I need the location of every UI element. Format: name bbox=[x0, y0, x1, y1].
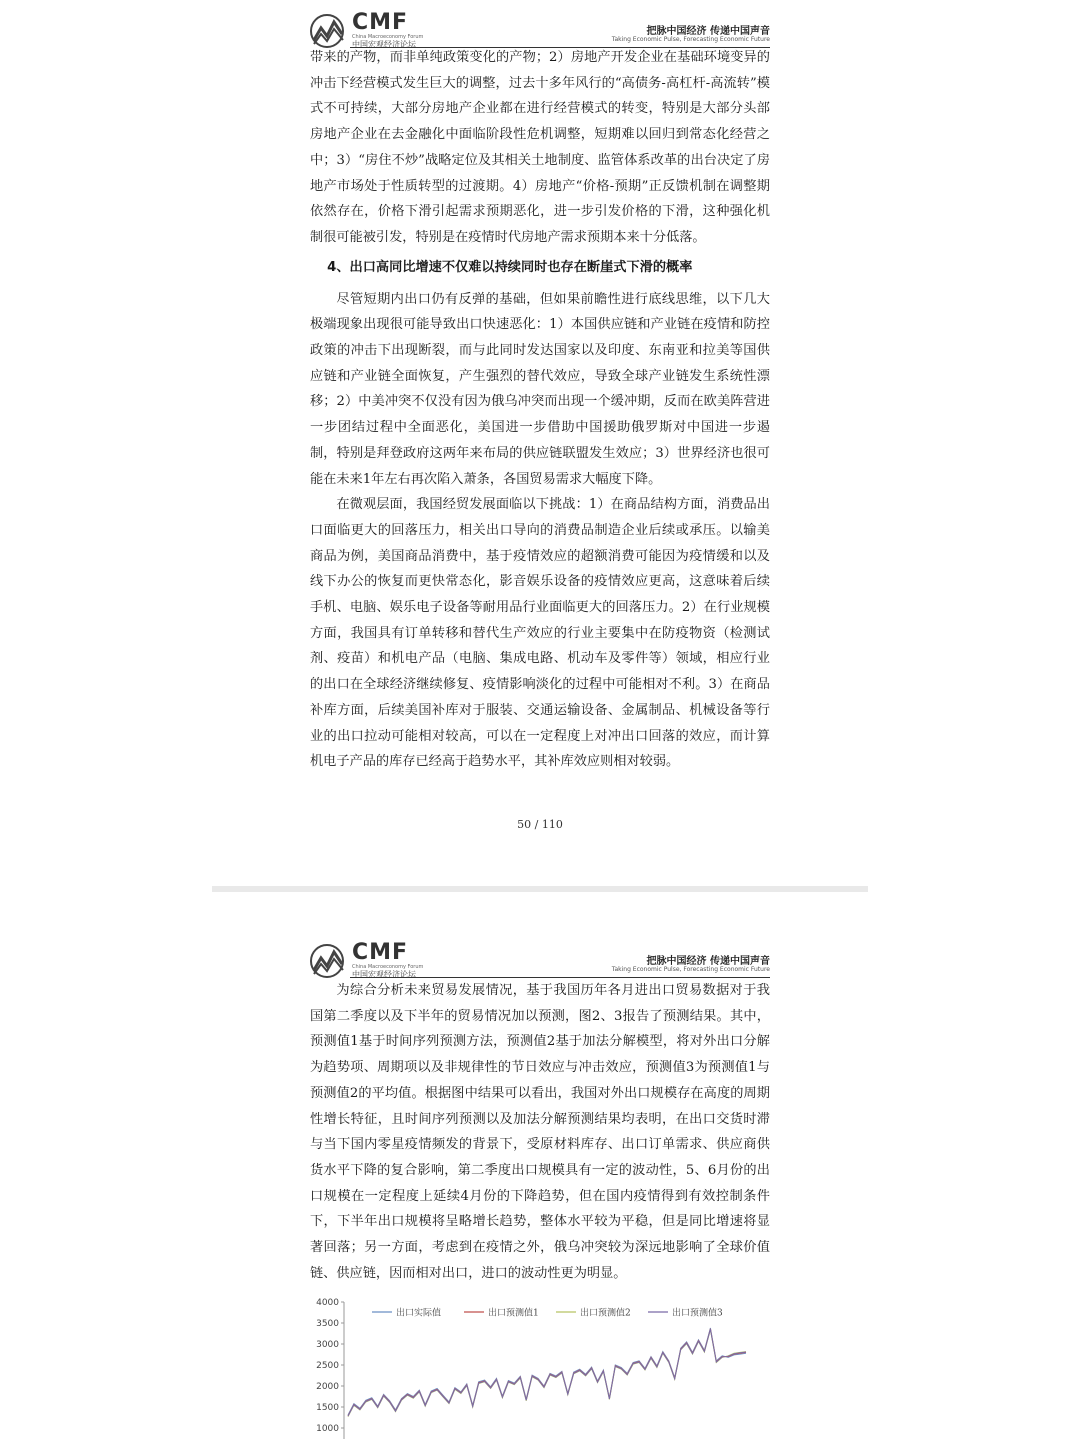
logo-chinese: 中国宏观经济论坛 bbox=[352, 970, 416, 979]
chart-svg bbox=[310, 1296, 770, 1439]
legend-label: 出口预测值3 bbox=[672, 1308, 723, 1319]
header-slogan-en: Taking Economic Pulse, Forecasting Economic Future bbox=[611, 36, 770, 43]
paragraph: 带来的产物，而非单纯政策变化的产物；2）房地产开发企业在基础环境变异的冲击下经营模式发生巨大的调整，过去十多年风行的“高债务-高杠杆-高流转”模式不可持续，大部分房地产企业都在进行经营模式的转变，特别是大部分头部房地产企业在去金融化中面临阶段性危机调整，短期难以回归到常态化经营之中；3）“房住不炒”战略定位及其相关土地制度、监管体系改革的出台决定了房地产市场处于性质转型的过渡期。4）房地产“价格-预期”正反馈机制在调整期依然存在，价格下滑引起需求预期恶化，进一步引发价格的下滑，这种强化机制很可能被引发，特别是在疫情时代房地产需求预期本来十分低落。 bbox=[310, 50, 770, 245]
export-forecast-chart bbox=[310, 1296, 770, 1439]
page-body bbox=[310, 45, 770, 775]
document-page-2 bbox=[212, 900, 868, 1439]
page-body bbox=[310, 978, 770, 1286]
header-slogan-en: Taking Economic Pulse, Forecasting Economic Future bbox=[611, 966, 770, 973]
header-slogan: 把脉中国经济 传递中国声音 bbox=[646, 956, 770, 967]
logo-subtitle: China Macroeconomy Forum bbox=[352, 34, 424, 40]
y-tick-label: 3500 bbox=[316, 1319, 339, 1329]
logo-text: CMF bbox=[352, 10, 409, 35]
page-header bbox=[310, 942, 770, 980]
y-tick-label: 1000 bbox=[316, 1424, 339, 1434]
document-page-1 bbox=[212, 0, 868, 885]
paragraph: 为综合分析未来贸易发展情况，基于我国历年各月进出口贸易数据对于我国第二季度以及下半年的贸易情况加以预测，图2、3报告了预测结果。其中，预测值1基于时间序列预测方法，预测值2基于加法分解模型，将对外出口分解为趋势项、周期项以及非规律性的节日效应与冲击效应，预测值3为预测值1与预测值2的平均值。根据图中结果可以看出，我国对外出口规模存在高度的周期性增长特征，且时间序列预测以及加法分解预测结果均表明，在出口交货时滞与当下国内零星疫情频发的背景下，受原材料库存、出口订单需求、供应商供货水平下降的复合影响，第二季度出口规模具有一定的波动性，5、6月份的出口规模在一定程度上延续4月份的下降趋势，但在国内疫情得到有效控制条件下，下半年出口规模将呈略增长趋势，整体水平较为平稳，但是同比增速将显著回落；另一方面，考虑到在疫情之外，俄乌冲突较为深远地影响了全球价值链、供应链，因而相对出口，进口的波动性更为明显。 bbox=[310, 983, 770, 1281]
y-tick-label: 3000 bbox=[316, 1340, 339, 1350]
legend-label: 出口预测值2 bbox=[580, 1308, 631, 1319]
page-number: 50 / 110 bbox=[517, 818, 563, 831]
paragraph: 在微观层面，我国经贸发展面临以下挑战：1）在商品结构方面，消费品出口面临更大的回落压力，相关出口导向的消费品制造企业后续或承压。以输美商品为例，美国商品消费中，基于疫情效应的超额消费可能因为疫情缓和以及线下办公的恢复而更快常态化，影音娱乐设备的疫情效应更高，这意味着后续手机、电脑、娱乐电子设备等耐用品行业面临更大的回落压力。2）在行业规模方面，我国具有订单转移和替代生产效应的行业主要集中在防疫物资（检测试剂、疫苗）和机电产品（电脑、集成电路、机动车及零件等）领域，相应行业的出口在全球经济继续修复、疫情影响淡化的过程中可能相对不利。3）在商品补库方面，后续美国补库对于服装、交通运输设备、金属制品、机械设备等行业的出口拉动可能相对较高，可以在一定程度上对冲出口回落的效应，而计算机电子产品的库存已经高于趋势水平，其补库效应则相对较弱。 bbox=[310, 497, 770, 770]
page-divider bbox=[212, 886, 868, 892]
series-line-1 bbox=[348, 1328, 746, 1415]
legend-label: 出口实际值 bbox=[396, 1308, 442, 1319]
legend-label: 出口预测值1 bbox=[488, 1308, 539, 1319]
logo-chinese: 中国宏观经济论坛 bbox=[352, 40, 416, 49]
cmf-logo-icon bbox=[310, 944, 348, 978]
y-tick-label: 2500 bbox=[316, 1361, 339, 1371]
header-slogan: 把脉中国经济 传递中国声音 bbox=[646, 26, 770, 37]
logo-text: CMF bbox=[352, 940, 409, 965]
y-tick-label: 1500 bbox=[316, 1403, 339, 1413]
paragraph: 尽管短期内出口仍有反弹的基础，但如果前瞻性进行底线思维，以下几大极端现象出现很可能导致出口快速恶化：1）本国供应链和产业链在疫情和防控政策的冲击下出现断裂，而与此同时发达国家以及印度、东南亚和拉美等国供应链和产业链全面恢复，产生强烈的替代效应，导致全球产业链发生系统性漂移；2）中美冲突不仅没有因为俄乌冲突而出现一个缓冲期，反而在欧美阵营进一步团结过程中全面恶化，美国进一步借助中国援助俄罗斯对中国进一步遏制，特别是拜登政府这两年来布局的供应链联盟发生效应；3）世界经济也很可能在未来1年左右再次陷入萧条，各国贸易需求大幅度下降。 bbox=[310, 291, 770, 487]
cmf-logo-icon bbox=[310, 14, 348, 48]
section-heading: 4、出口高同比增速不仅难以持续同时也存在断崖式下滑的概率 bbox=[327, 259, 693, 275]
logo-subtitle: China Macroeconomy Forum bbox=[352, 964, 424, 970]
y-tick-label: 4000 bbox=[316, 1298, 339, 1308]
y-tick-label: 2000 bbox=[316, 1382, 339, 1392]
